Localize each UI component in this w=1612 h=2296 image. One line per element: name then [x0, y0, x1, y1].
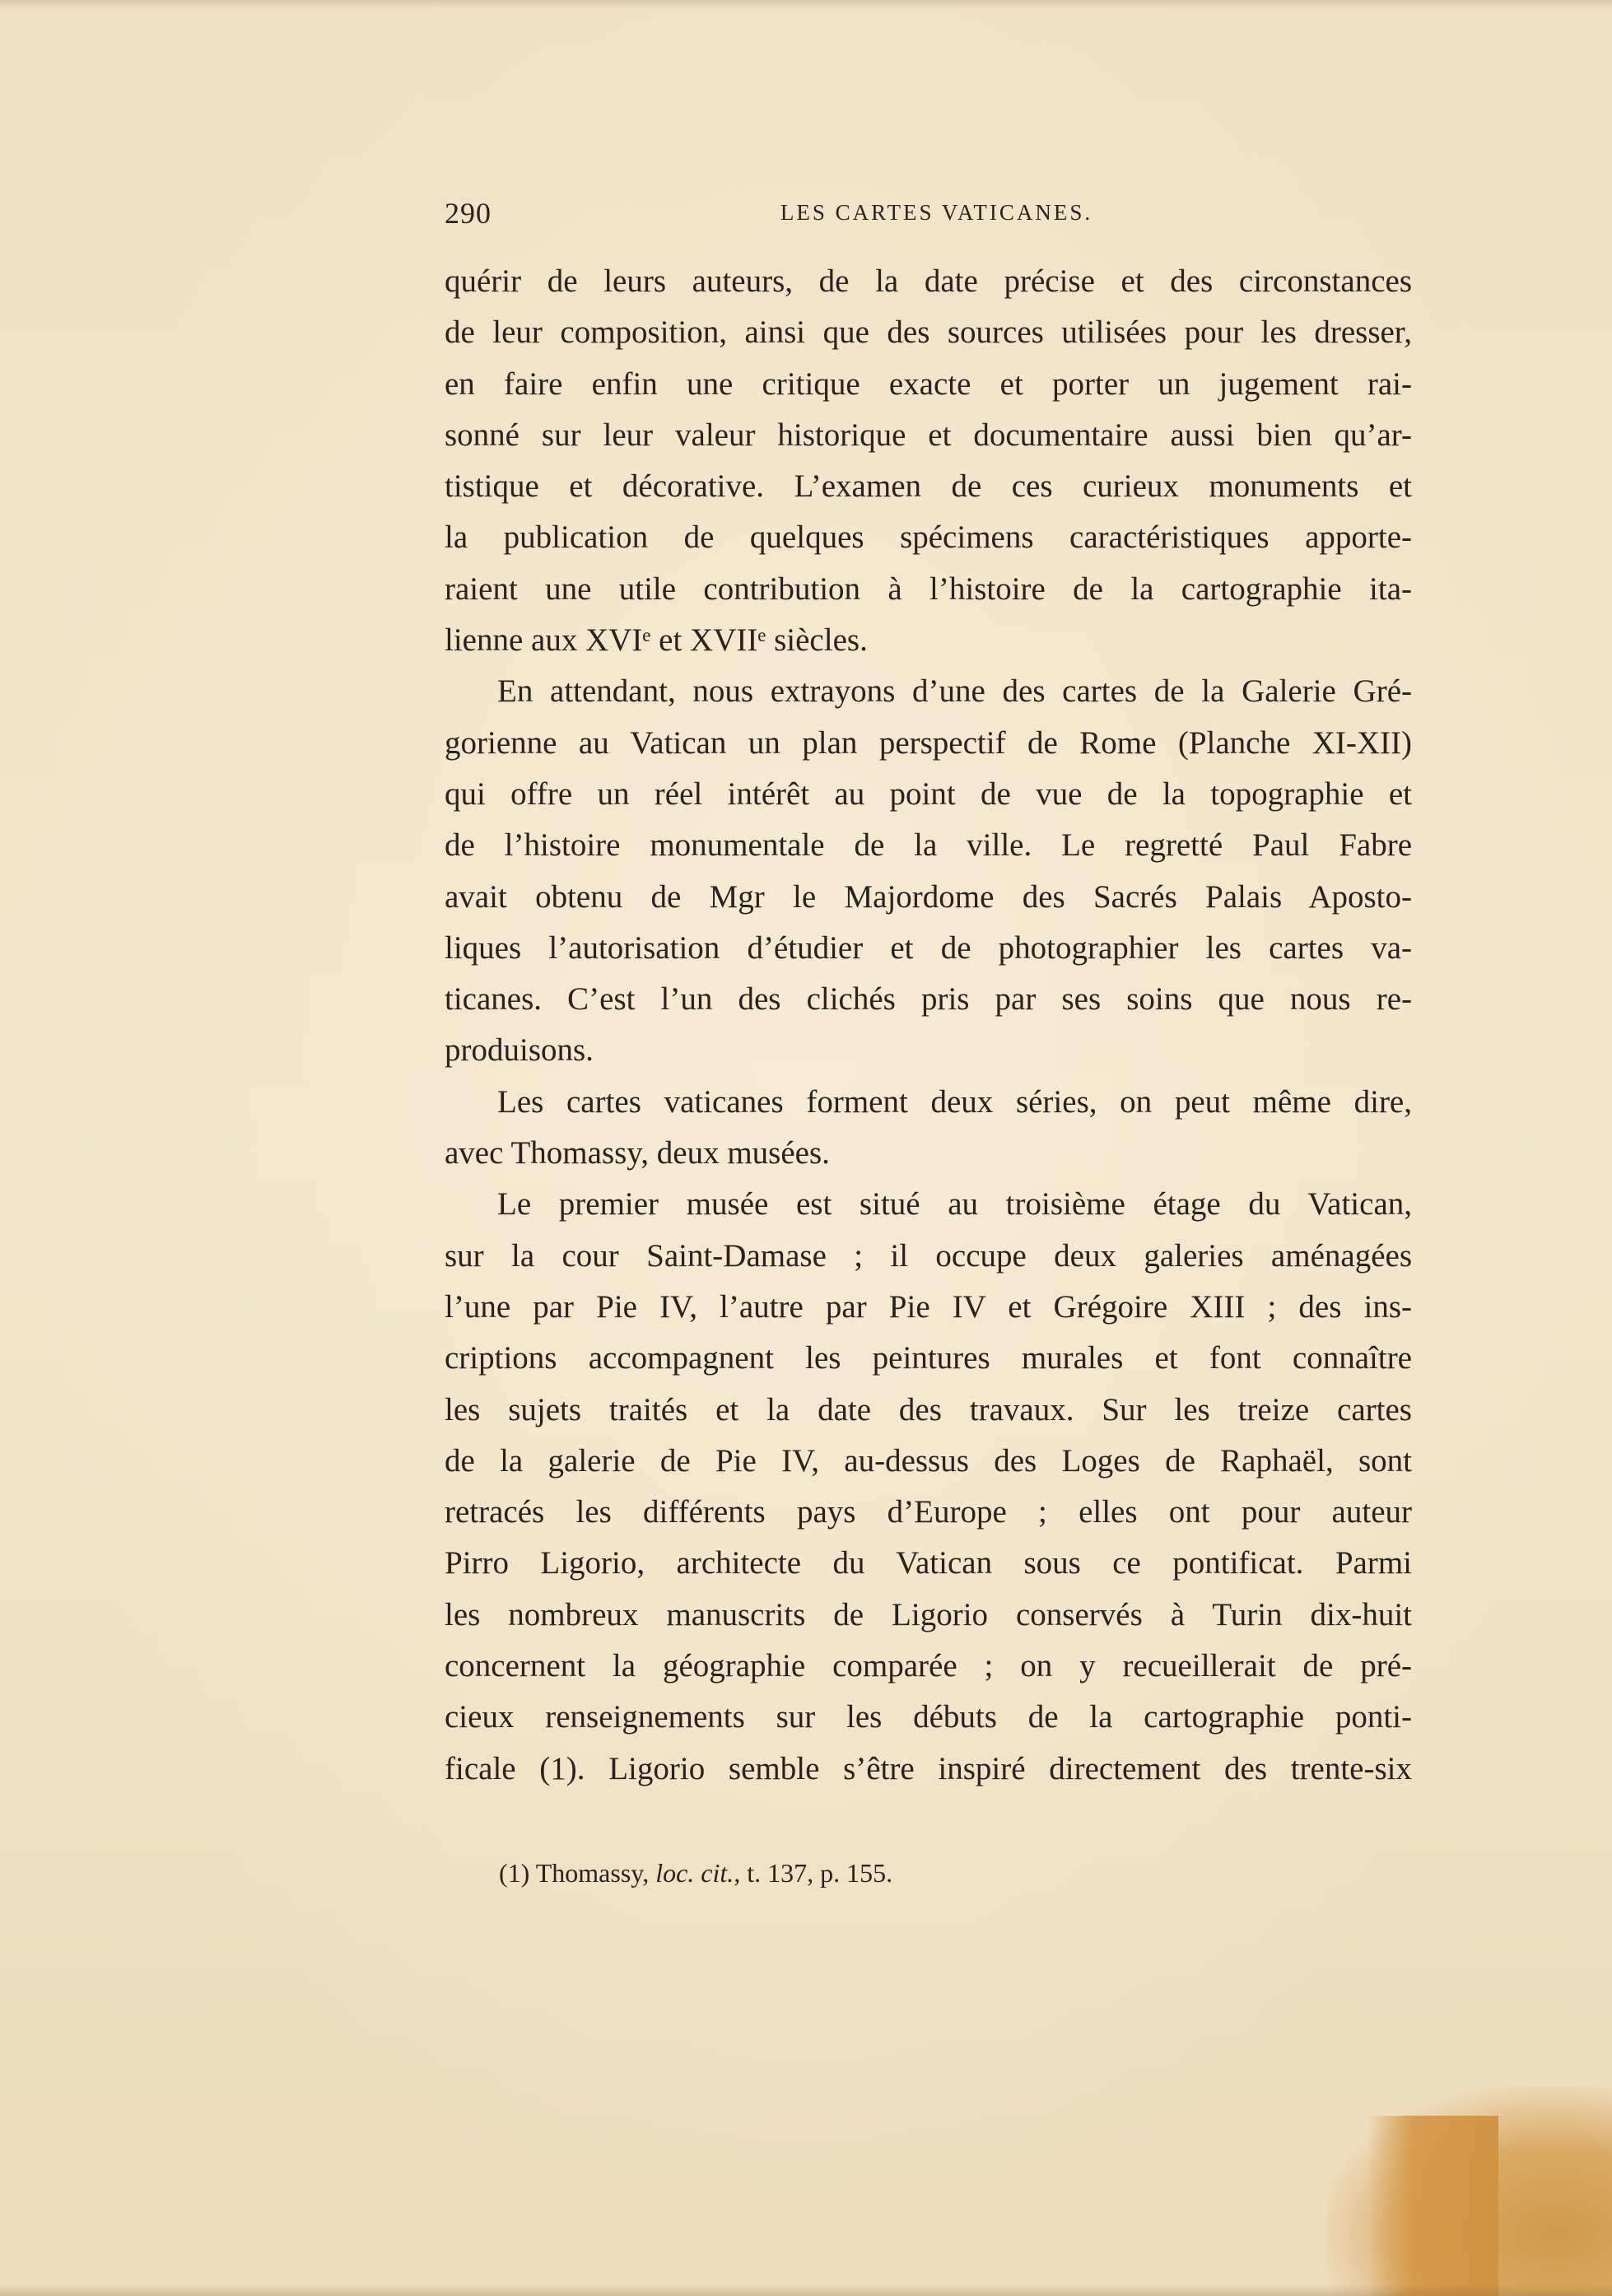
text-line: de l’histoire monumentale de la ville. Le regretté Paul Fabre — [445, 827, 1412, 864]
footnote-author: Thomassy, — [535, 1858, 650, 1888]
paragraph — [445, 666, 1412, 1076]
text-line: liques l’autorisation d’étudier et de photographier les cartes va- — [445, 929, 1412, 966]
text-line: sur la cour Saint-Damase ; il occupe deux galeries aménagées — [445, 1237, 1412, 1274]
text-line: tistique et décorative. L’examen de ces curieux monuments et — [445, 468, 1412, 505]
paragraph — [445, 1179, 1412, 1795]
text-line: les nombreux manuscrits de Ligorio conservés à Turin dix-huit — [445, 1596, 1412, 1632]
text-line: Les cartes vaticanes forment deux séries, on peut même dire, — [497, 1083, 1412, 1120]
text-line: en faire enfin une critique exacte et porter un jugement rai- — [445, 366, 1412, 402]
text-line: la publication de quelques spécimens caractéristiques apporte- — [445, 519, 1412, 556]
footnote-number: (1) — [499, 1858, 530, 1888]
text-line: les sujets traités et la date des travaux. Sur les treize cartes — [445, 1391, 1412, 1427]
text-line: En attendant, nous extrayons d’une des cartes de la Galerie Gré- — [497, 673, 1412, 710]
text-line: avait obtenu de Mgr le Majordome des Sacrés Palais Aposto- — [445, 878, 1412, 915]
page-bottom-edge — [0, 2284, 1612, 2296]
text-line: criptions accompagnent les peintures murales et font connaître — [445, 1340, 1412, 1376]
paragraph — [445, 256, 1412, 666]
running-title: LES CARTES VATICANES. — [780, 200, 1093, 225]
text-line: ticanes. C’est l’un des clichés pris par ses soins que nous re- — [445, 981, 1412, 1018]
page-number: 290 — [445, 197, 492, 230]
text-line: Pirro Ligorio, architecte du Vatican sous ce pontificat. Parmi — [445, 1545, 1412, 1581]
text-line: qui offre un réel intérêt au point de vue de la topographie et — [445, 775, 1412, 812]
text-line: lienne aux XVIᵉ et XVIIᵉ siècles. — [445, 622, 868, 659]
paragraph — [445, 1077, 1412, 1180]
text-line: concernent la géographie comparée ; on y recueillerait de pré- — [445, 1648, 1412, 1684]
body-text — [445, 256, 1412, 1795]
footnote-reference: t. 137, p. 155. — [747, 1858, 893, 1888]
footnote-citation: loc. cit., — [655, 1858, 741, 1888]
text-line: de la galerie de Pie IV, au-dessus des Loges de Raphaël, sont — [445, 1442, 1412, 1479]
paper-stain-core — [1367, 2116, 1498, 2296]
text-line: quérir de leurs auteurs, de la date précise et des circonstances — [445, 263, 1412, 299]
text-line: ficale (1). Ligorio semble s’être inspiré directement des trente-six — [445, 1750, 1412, 1786]
text-line: avec Thomassy, deux musées. — [445, 1135, 830, 1171]
text-line: Le premier musée est situé au troisième étage du Vatican, — [497, 1186, 1412, 1223]
text-line: gorienne au Vatican un plan perspectif de Rome (Planche XI-XII) — [445, 724, 1412, 761]
text-line: l’une par Pie IV, l’autre par Pie IV et Grégoire XIII ; des ins- — [445, 1288, 1412, 1325]
running-head — [445, 196, 1412, 237]
footnote — [499, 1858, 892, 1888]
text-line: cieux renseignements sur les débuts de la cartographie ponti- — [445, 1699, 1412, 1735]
text-line: sonné sur leur valeur historique et documentaire aussi bien qu’ar- — [445, 417, 1412, 453]
text-line: retracés les différents pays d’Europe ; elles ont pour auteur — [445, 1494, 1412, 1530]
text-line: raient une utile contribution à l’histoire de la cartographie ita- — [445, 571, 1412, 607]
text-line: de leur composition, ainsi que des sources utilisées pour les dresser, — [445, 314, 1412, 351]
page-top-edge — [0, 0, 1612, 8]
text-line: produisons. — [445, 1032, 594, 1069]
